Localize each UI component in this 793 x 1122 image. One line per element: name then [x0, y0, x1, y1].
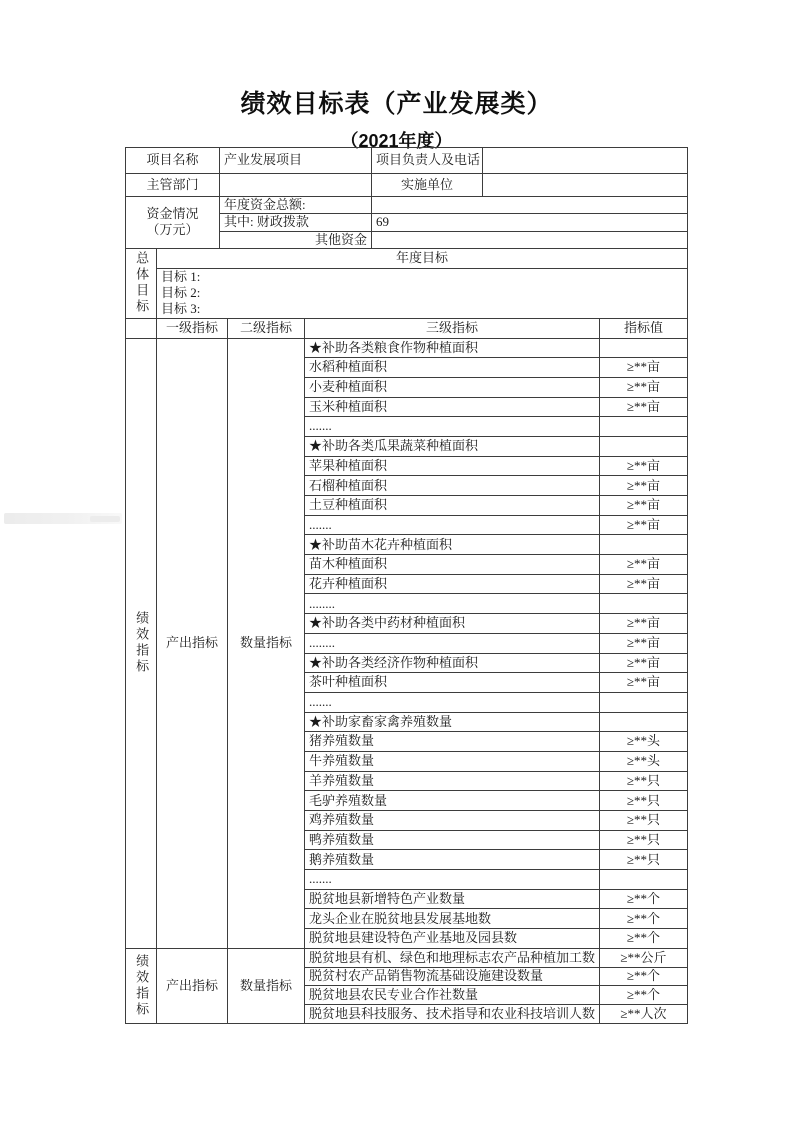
indicator-level1-label: 产出指标	[157, 948, 228, 1023]
indicator-name: ★补助各类瓜果蔬菜种植面积	[305, 436, 600, 456]
indicator-header-row	[126, 318, 688, 338]
goal-line: 目标 2:	[161, 285, 201, 300]
scan-smudge	[90, 516, 120, 522]
indicator-name: 鹅养殖数量	[305, 850, 600, 870]
indicator-name: .......	[305, 870, 600, 890]
header-value: 指标值	[600, 318, 688, 338]
indicator-value	[600, 712, 688, 732]
indicator-name: 脱贫村农产品销售物流基础设施建设数量	[305, 967, 600, 986]
funds-label-line2: （万元）	[146, 222, 199, 238]
indicator-value: ≥**亩	[600, 476, 688, 496]
indicator-name: ★补助家畜家禽养殖数量	[305, 712, 600, 732]
impl-unit-label: 实施单位	[372, 174, 483, 197]
indicator-name: ★补助各类粮食作物种植面积	[305, 338, 600, 358]
indicator-value	[600, 692, 688, 712]
table-row	[126, 268, 688, 318]
indicator-value: ≥**亩	[600, 397, 688, 417]
funds-other-value	[372, 231, 688, 248]
indicator-level1-label: 产出指标	[157, 338, 228, 948]
project-name-value: 产业发展项目	[220, 148, 372, 174]
indicator-value: ≥**只	[600, 771, 688, 791]
header-spacer-cell	[126, 318, 157, 338]
funds-total-value	[372, 197, 688, 214]
indicator-value	[600, 338, 688, 358]
indicator-name: 花卉种植面积	[305, 574, 600, 594]
manager-value	[483, 148, 688, 174]
indicator-name: ★补助各类中药材种植面积	[305, 614, 600, 634]
indicator-row	[126, 338, 688, 358]
funds-section-label	[126, 197, 220, 249]
overall-goal-table	[125, 248, 688, 319]
indicator-group	[126, 338, 688, 948]
indicator-name: 鸭养殖数量	[305, 830, 600, 850]
doc-subtitle: （2021年度）	[340, 131, 453, 151]
indicators-table	[125, 318, 688, 1025]
indicator-row	[126, 948, 688, 967]
indicator-value: ≥**亩	[600, 496, 688, 516]
impl-unit-value	[483, 174, 688, 197]
indicator-name: ★补助各类经济作物种植面积	[305, 653, 600, 673]
indicator-value: ≥**头	[600, 732, 688, 752]
indicator-name: 羊养殖数量	[305, 771, 600, 791]
indicator-value: ≥**人次	[600, 1005, 688, 1024]
indicator-value: ≥**个	[600, 929, 688, 949]
funds-fiscal-label: 其中: 财政拨款	[220, 214, 372, 231]
overall-goal-section-label: 总体目标	[126, 248, 157, 318]
indicator-value: ≥**个	[600, 889, 688, 909]
indicator-value	[600, 436, 688, 456]
indicator-name: 龙头企业在脱贫地县发展基地数	[305, 909, 600, 929]
indicator-value: ≥**只	[600, 850, 688, 870]
doc-title: 绩效目标表（产业发展类）	[240, 90, 553, 118]
indicator-name: 脱贫地县建设特色产业基地及园县数	[305, 929, 600, 949]
indicator-value: ≥**个	[600, 967, 688, 986]
indicator-name: ★补助苗木花卉种植面积	[305, 535, 600, 555]
indicator-name: 毛驴养殖数量	[305, 791, 600, 811]
funds-fiscal-value: 69	[372, 214, 688, 231]
indicator-value: ≥**亩	[600, 633, 688, 653]
indicator-name: .......	[305, 417, 600, 437]
indicator-name: 玉米种植面积	[305, 397, 600, 417]
indicator-value: ≥**亩	[600, 358, 688, 378]
project-info-table	[125, 147, 688, 249]
indicator-name: 土豆种植面积	[305, 496, 600, 516]
project-name-label: 项目名称	[126, 148, 220, 174]
table-row	[126, 197, 688, 214]
indicator-value: ≥**个	[600, 909, 688, 929]
indicator-value: ≥**公斤	[600, 948, 688, 967]
indicator-name: ........	[305, 594, 600, 614]
funds-label-line1: 资金情况	[146, 206, 199, 222]
indicator-name: 苗木种植面积	[305, 555, 600, 575]
indicator-value: ≥**亩	[600, 456, 688, 476]
indicator-name: .......	[305, 515, 600, 535]
indicator-name: .......	[305, 692, 600, 712]
indicator-value	[600, 535, 688, 555]
indicator-value: ≥**亩	[600, 614, 688, 634]
indicator-name: ........	[305, 633, 600, 653]
overall-goals	[157, 268, 688, 318]
indicator-name: 脱贫地县科技服务、技术指导和农业科技培训人数	[305, 1005, 600, 1024]
indicator-section-label: 绩效指标	[126, 948, 157, 1023]
indicator-name: 苹果种植面积	[305, 456, 600, 476]
indicator-section-label: 绩效指标	[126, 338, 157, 948]
indicator-value: ≥**亩	[600, 653, 688, 673]
table-row	[126, 148, 688, 174]
dept-value	[220, 174, 372, 197]
indicator-value	[600, 594, 688, 614]
indicator-level2-label: 数量指标	[228, 948, 305, 1023]
indicator-value: ≥**亩	[600, 574, 688, 594]
indicator-group	[126, 948, 688, 1023]
performance-target-table	[125, 147, 687, 1024]
indicator-value	[600, 417, 688, 437]
indicator-value: ≥**亩	[600, 515, 688, 535]
indicator-value: ≥**亩	[600, 673, 688, 693]
funds-total-label: 年度资金总额:	[220, 197, 372, 214]
indicator-name: 鸡养殖数量	[305, 811, 600, 831]
goal-line: 目标 3:	[161, 301, 201, 317]
table-row	[126, 174, 688, 197]
indicator-level2-label: 数量指标	[228, 338, 305, 948]
indicator-name: 水稻种植面积	[305, 358, 600, 378]
header-level2: 二级指标	[228, 318, 305, 338]
indicator-value: ≥**个	[600, 986, 688, 1005]
header-level3: 三级指标	[305, 318, 600, 338]
goal-line: 目标 1:	[161, 268, 201, 284]
funds-other-label: 其他资金	[220, 231, 372, 248]
indicator-value	[600, 870, 688, 890]
indicator-name: 脱贫地县新增特色产业数量	[305, 889, 600, 909]
indicator-value: ≥**只	[600, 811, 688, 831]
indicator-value: ≥**亩	[600, 377, 688, 397]
annual-goal-header: 年度目标	[157, 248, 688, 268]
indicator-value: ≥**只	[600, 791, 688, 811]
indicator-name: 牛养殖数量	[305, 751, 600, 771]
indicator-name: 茶叶种植面积	[305, 673, 600, 693]
indicator-value: ≥**亩	[600, 555, 688, 575]
indicator-name: 猪养殖数量	[305, 732, 600, 752]
manager-label: 项目负责人及电话	[372, 148, 483, 174]
indicator-value: ≥**头	[600, 751, 688, 771]
indicator-name: 石榴种植面积	[305, 476, 600, 496]
indicator-value: ≥**只	[600, 830, 688, 850]
indicator-name: 脱贫地县有机、绿色和地理标志农产品种植加工数	[305, 948, 600, 967]
header-level1: 一级指标	[157, 318, 228, 338]
dept-label: 主管部门	[126, 174, 220, 197]
table-row	[126, 248, 688, 268]
indicator-name: 脱贫地县农民专业合作社数量	[305, 986, 600, 1005]
indicator-name: 小麦种植面积	[305, 377, 600, 397]
